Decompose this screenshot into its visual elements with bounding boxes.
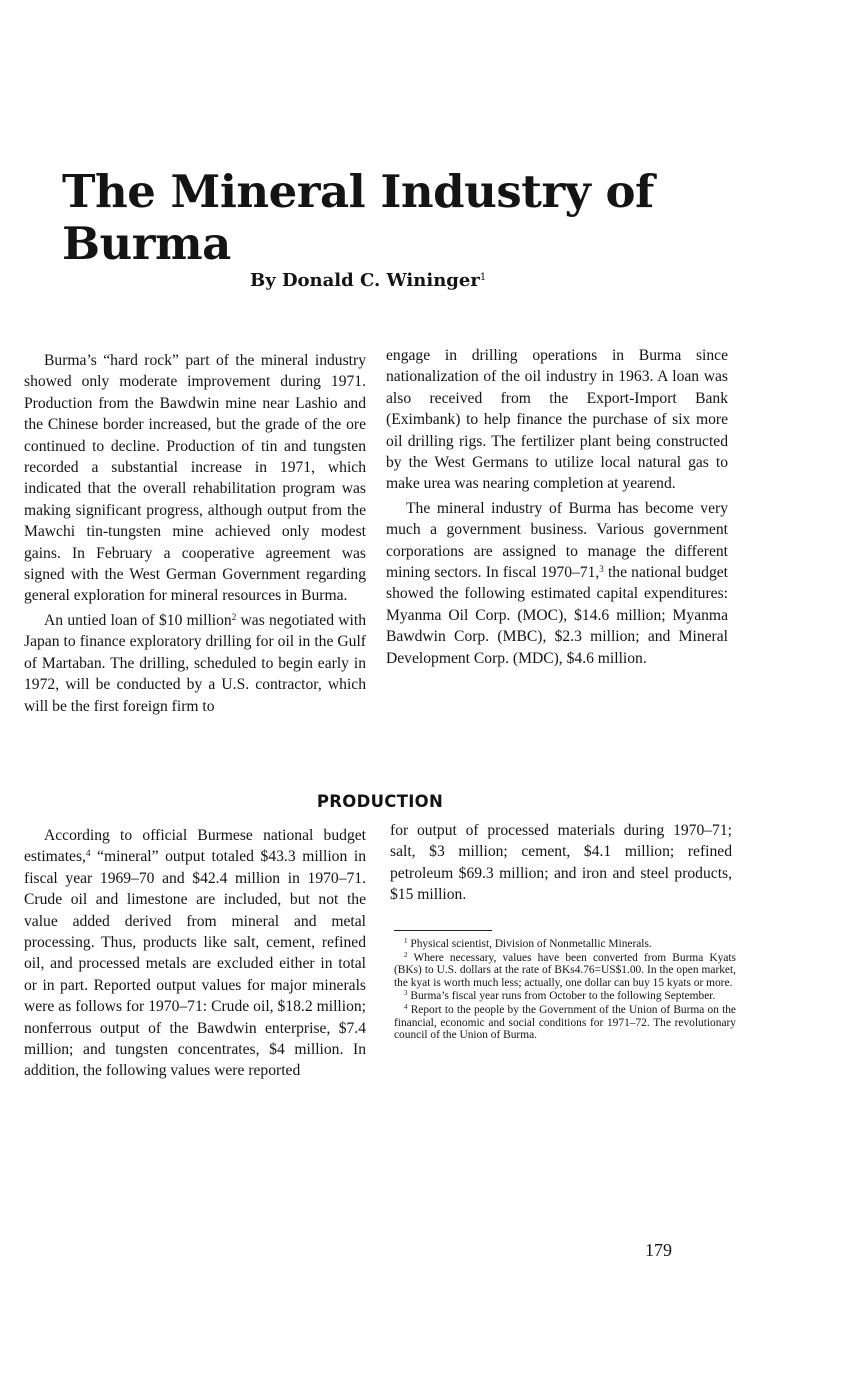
footnote-ref: 4 [85, 848, 91, 859]
footnote-divider [394, 930, 492, 931]
paragraph [386, 498, 728, 669]
intro-column-right [386, 345, 728, 669]
paragraph [24, 825, 366, 1082]
paragraph [24, 610, 366, 717]
footnote-text: Burma’s fiscal year runs from October to the following September. [410, 990, 716, 1003]
section-heading-production: PRODUCTION [316, 792, 444, 811]
intro-column-left [24, 350, 366, 717]
article-title: The Mineral Industry of Burma [62, 165, 654, 270]
production-column-left [24, 825, 366, 1082]
footnotes [394, 938, 736, 1042]
production-column-right [390, 820, 732, 906]
paragraph-text: An untied loan of $10 million [44, 611, 232, 629]
author-name: By Donald C. Wininger [250, 270, 480, 291]
footnote-text: Physical scientist, Division of Nonmetallic Minerals. [410, 938, 652, 950]
byline [250, 270, 650, 291]
paragraph-text: the national budget showed the following estimated capital expenditures: Myanma Oil Corp. (MOC), $14.6 million; Myanma Bawdwin Corp. (MBC), $2.3 million; and Mineral Development Corp. (MDC), $4.6 million. [386, 564, 728, 667]
footnote-text: Where necessary, values have been converted from Burma Kyats (BKs) to U.S. dollars at the rate of BKs4.76=US$1.00. In the open market, the kyat is worth much less; actually, one dollar can buy 15 kyats or more. [394, 951, 736, 989]
footnote-number: 3 [404, 989, 408, 998]
footnote [394, 990, 736, 1003]
page-number: 179 [645, 1240, 672, 1260]
paragraph-text: The mineral industry of Burma has become very much a government business. Various government corporations are assigned to manage the different mining sectors. In fiscal 1970–71, [386, 499, 728, 582]
paragraph: engage in drilling operations in Burma since nationalization of the oil industry in 1963. A loan was also received from the Export-Import Bank (Eximbank) to help finance the purchase of six more oil drilling rigs. The fertilizer plant being constructed by the West Germans to utilize local natural gas to make urea was nearing completion at yearend. [386, 347, 728, 493]
footnote-number: 2 [404, 950, 408, 959]
footnote-number: 1 [404, 937, 408, 945]
paragraph-text: According to official Burmese national budget estimates, [24, 827, 366, 866]
footnote [394, 1004, 736, 1042]
footnote-text: Report to the people by the Government of the Union of Burma on the financial, economic and social conditions for 1971–72. The revolutionary council of the Union of Burma. [394, 1003, 736, 1042]
footnote [394, 952, 736, 990]
paragraph: for output of processed materials during 1970–71; salt, $3 million; cement, $4.1 million; refined petroleum $69.3 million; and iron and steel products, $15 million. [390, 822, 732, 904]
footnote-ref: 1 [479, 272, 487, 283]
paragraph: Burma’s “hard rock” part of the mineral industry showed only moderate improvement during 1971. Production from the Bawdwin mine near Lashio and the Chinese border increased, but the grade of the ore continued to decline. Production of tin and tungsten recorded a substantial increase in 1971, which indicated that the overall rehabilitation program was making significant progress, although output from the Mawchi tin-tungsten mine achieved only modest gains. In February a cooperative agreement was signed with the West German Government regarding general exploration for mineral resources in Burma. [24, 352, 366, 605]
paragraph-text: “mineral” output totaled $43.3 million in fiscal year 1969–70 and $42.4 million in 1970–71. Crude oil and limestone are included, but not the value added derived from mineral and metal processing. Thus, products like salt, cement, refined oil, and processed metals are excluded either in total or in part. Reported output values for major minerals were as follows for 1970–71: Crude oil, $18.2 million; nonferrous output of the Bawdwin enterprise, $7.4 million; and tungsten concentrates, $4 million. In addition, the following values were reported [24, 848, 366, 1080]
footnote-ref: 2 [231, 611, 237, 622]
footnote-ref: 3 [599, 564, 604, 575]
footnote-number: 4 [404, 1002, 408, 1011]
paragraph-text: was negotiated with Japan to finance exploratory drilling for oil in the Gulf of Martaban. The drilling, scheduled to begin early in 1972, will be conducted by a U.S. contractor, which will be the first foreign firm to [24, 611, 367, 715]
footnote [394, 938, 736, 951]
